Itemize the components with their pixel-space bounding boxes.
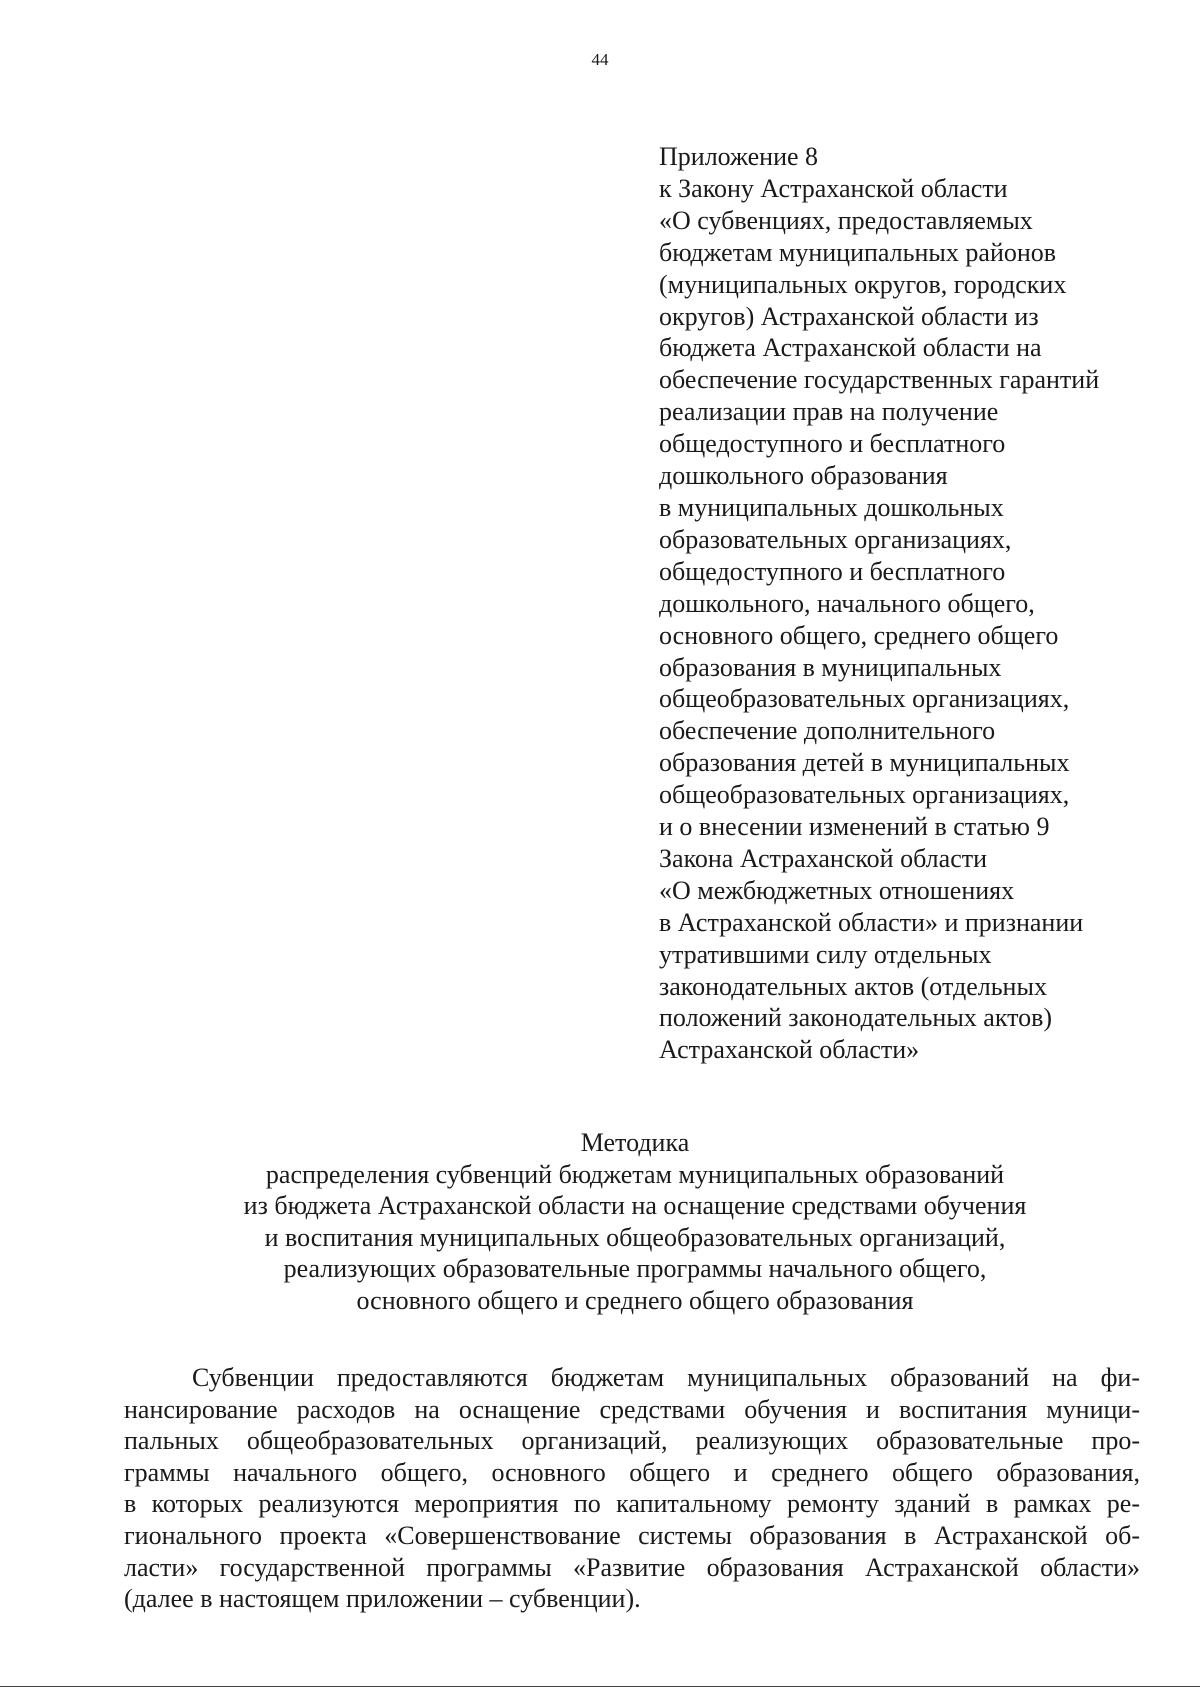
body-line: граммы начального общего, основного общего и среднего общего образования,	[124, 1457, 1140, 1487]
appendix-line: общеобразовательных организациях,	[659, 780, 1070, 810]
body-line: пальных общеобразовательных организаций, реализующих образовательные про-	[124, 1426, 1140, 1456]
body-line: в которых реализуются мероприятия по капитальному ремонту зданий в рамках ре-	[124, 1489, 1140, 1519]
appendix-line: дошкольного образования	[659, 461, 948, 491]
body-paragraph	[124, 1362, 1140, 1615]
appendix-line: образования детей в муниципальных	[659, 748, 1070, 778]
appendix-line: образовательных организациях,	[659, 524, 1012, 554]
appendix-line: в муниципальных дошкольных	[659, 492, 1004, 522]
appendix-line: в Астраханской области» и признании	[659, 907, 1084, 937]
title-subtitle-line: основного общего и среднего общего образования	[356, 1285, 914, 1315]
appendix-line: общеобразовательных организациях,	[659, 684, 1070, 714]
title-subtitle-line: и воспитания муниципальных общеобразовательных организаций,	[264, 1222, 1006, 1252]
title-heading: Методика	[580, 1128, 690, 1157]
appendix-line: Закона Астраханской области	[659, 843, 988, 873]
appendix-line: (муниципальных округов, городских	[659, 269, 1067, 299]
appendix-line: обеспечение дополнительного	[659, 716, 996, 746]
appendix-line: положений законодательных актов)	[659, 1003, 1053, 1033]
appendix-line: образования в муниципальных	[659, 652, 1002, 682]
appendix-line: обеспечение государственных гарантий	[659, 365, 1100, 395]
body-line: Субвенции предоставляются бюджетам муниципальных образований на фи-	[192, 1363, 1140, 1392]
appendix-line: утратившими силу отдельных	[659, 939, 992, 969]
body-line: ласти» государственной программы «Развитие образования Астраханской области»	[124, 1552, 1140, 1582]
appendix-line: общедоступного и бесплатного	[659, 429, 1006, 459]
title-subtitle-line: реализующих образовательные программы начального общего,	[283, 1254, 987, 1284]
appendix-header	[659, 141, 1179, 1066]
appendix-line: основного общего, среднего общего	[659, 620, 1059, 650]
appendix-line: к Закону Астраханской области	[659, 173, 1008, 203]
page-number: 44	[591, 50, 609, 69]
appendix-line: реализации прав на получение	[659, 397, 999, 427]
body-line: гионального проекта «Совершенствование системы образования в Астраханской об-	[124, 1520, 1140, 1550]
body-line: нансирование расходов на оснащение средствами обучения и воспитания муници-	[124, 1394, 1140, 1424]
appendix-line: бюджетам муниципальных районов	[659, 237, 1057, 267]
appendix-line: Приложение 8	[659, 142, 819, 171]
appendix-line: и о внесении изменений в статью 9	[659, 812, 1050, 842]
appendix-line: бюджета Астраханской области на	[659, 333, 1042, 363]
appendix-line: «О субвенциях, предоставляемых	[659, 205, 1033, 235]
appendix-line: законодательных актов (отдельных	[659, 971, 1047, 1001]
appendix-line: общедоступного и бесплатного	[659, 556, 1006, 586]
title-subtitle-line: из бюджета Астраханской области на оснащение средствами обучения	[243, 1191, 1027, 1221]
title-subtitle-line: распределения субвенций бюджетам муниципальных образований	[265, 1159, 1005, 1189]
appendix-line: дошкольного, начального общего,	[659, 588, 1035, 618]
appendix-line: «О межбюджетных отношениях	[659, 875, 1015, 905]
document-title	[150, 1127, 1120, 1317]
appendix-line: Астраханской области»	[659, 1035, 920, 1065]
footer-divider	[0, 1686, 1200, 1687]
body-line: (далее в настоящем приложении – субвенции).	[124, 1584, 641, 1614]
appendix-line: округов) Астраханской области из	[659, 301, 1039, 331]
